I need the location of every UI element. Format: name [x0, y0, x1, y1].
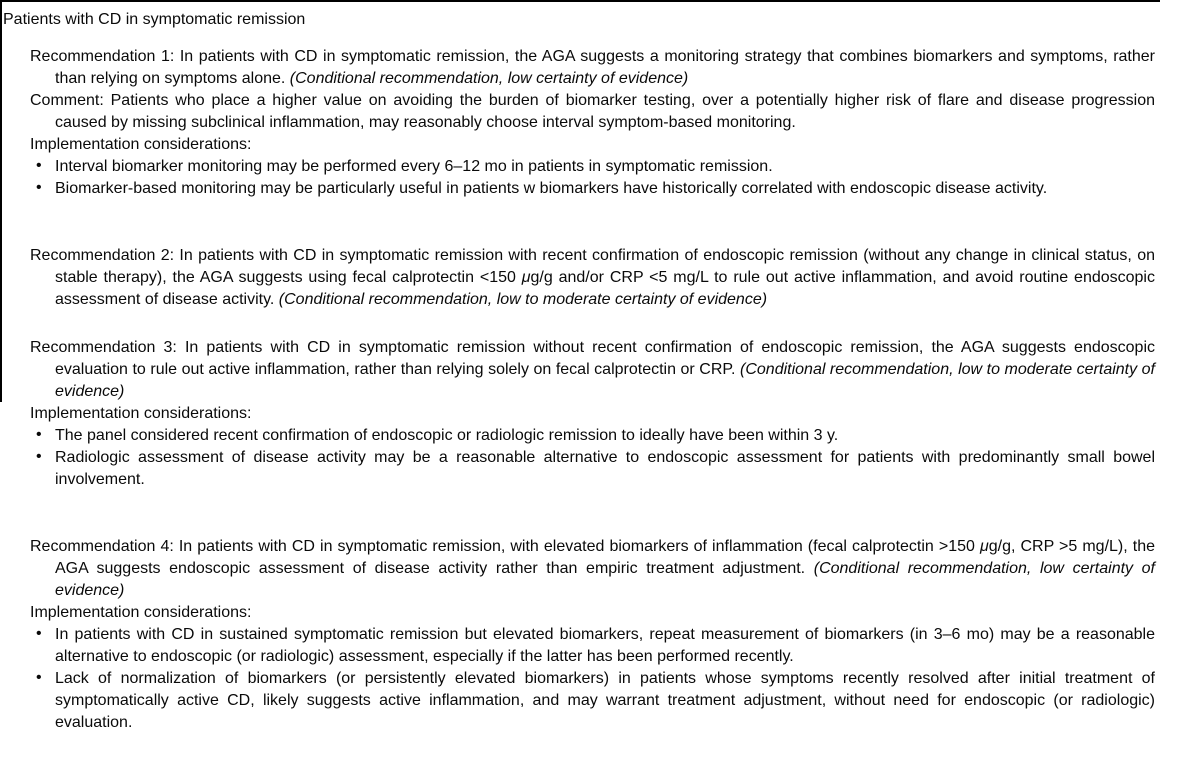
italic-text-segment: (Conditional recommendation, low to moderate certainty of evidence) — [278, 291, 768, 308]
text-segment: Recommendation 2: In patients with CD in symptomatic remission with recent confirmation of endoscopic remission (without any change in clinical status, on stable therapy), the AGA suggests using fecal calprotectin <150 — [30, 247, 1155, 286]
text-segment: Recommendation 4: In patients with CD in symptomatic remission, with elevated biomarkers of inflammation (fecal calprotectin >150 — [30, 538, 980, 555]
text-segment: Implementation considerations: — [30, 405, 252, 422]
bullet-icon: • — [36, 157, 42, 174]
implementation-considerations-label-1 — [30, 134, 1155, 156]
bullet-icon: • — [36, 179, 42, 196]
implementation-considerations-label-4 — [30, 602, 1155, 624]
text-segment: In patients with CD in sustained symptomatic remission but elevated biomarkers, repeat measurement of biomarkers (in 3–6 mo) may be a reasonable alternative to endoscopic (or radiologic) assessment, especially if the latter has been performed recently. — [55, 626, 1155, 665]
table-border-left — [0, 0, 2, 402]
bullet-icon: • — [36, 426, 42, 443]
bullet-icon: • — [36, 625, 42, 642]
bullet-item-1b — [36, 178, 1155, 200]
bullet-item-3a — [36, 425, 1155, 447]
text-segment: Radiologic assessment of disease activity may be a reasonable alternative to endoscopic assessment for patients with predominantly small bowel involvement. — [55, 449, 1155, 488]
text-segment: Implementation considerations: — [30, 604, 252, 621]
text-segment: The panel considered recent confirmation of endoscopic or radiologic remission to ideally have been within 3 y. — [55, 427, 839, 444]
bullet-item-4b — [36, 668, 1155, 734]
bullet-item-3b — [36, 447, 1155, 491]
text-segment: Implementation considerations: — [30, 136, 252, 153]
recommendation-3 — [30, 337, 1155, 403]
recommendation-4 — [30, 536, 1155, 602]
bullet-icon: • — [36, 448, 42, 465]
text-segment: Recommendation 3: In patients with CD in symptomatic remission without recent confirmation of endoscopic remission, the AGA suggests endoscopic evaluation to rule out active inflammation, rather than relying solely on fecal calprotectin or CRP. — [30, 339, 1155, 378]
table-border-top — [0, 0, 1160, 2]
recommendation-1 — [30, 46, 1155, 90]
text-segment: Recommendation 1: In patients with CD in symptomatic remission, the AGA suggests a monitoring strategy that combines biomarkers and symptoms, rather than relying on symptoms alone. — [30, 48, 1155, 87]
italic-text-segment: (Conditional recommendation, low certainty of evidence) — [289, 70, 689, 87]
bullet-item-4a — [36, 624, 1155, 668]
italic-text-segment: (Conditional recommendation, low certainty of evidence) — [55, 560, 1155, 599]
implementation-considerations-label-3 — [30, 403, 1155, 425]
text-segment: Biomarker-based monitoring may be particularly useful in patients w biomarkers have historically correlated with endoscopic disease activity. — [55, 180, 1048, 197]
comment-1 — [30, 90, 1155, 134]
text-segment: g/g and/or CRP <5 mg/L to rule out active inflammation, and avoid routine endoscopic assessment of disease activity. — [55, 269, 1155, 308]
italic-text-segment: (Conditional recommendation, low to moderate certainty of evidence) — [55, 361, 1155, 400]
content-blocks — [0, 46, 1155, 734]
italic-text-segment: μ — [979, 538, 989, 555]
bullet-icon: • — [36, 669, 42, 686]
section-heading: Patients with CD in symptomatic remission — [3, 11, 306, 28]
text-segment: g/g, CRP >5 mg/L), the AGA suggests endoscopic assessment of disease activity rather than empiric treatment adjustment. — [55, 538, 1155, 577]
recommendation-2 — [30, 245, 1155, 311]
text-segment: Lack of normalization of biomarkers (or persistently elevated biomarkers) in patients whose symptoms recently resolved after initial treatment of symptomatically active CD, likely suggests active inflammation, and may warrant treatment adjustment, without need for endoscopic (or radiologic) evaluation. — [55, 670, 1155, 731]
text-segment: Comment: Patients who place a higher value on avoiding the burden of biomarker testing, over a potentially higher risk of flare and disease progression caused by missing subclinical inflammation, may reasonably choose interval symptom-based monitoring. — [30, 92, 1155, 131]
text-segment: Interval biomarker monitoring may be performed every 6–12 mo in patients in symptomatic remission. — [55, 158, 773, 175]
italic-text-segment: μ — [521, 269, 531, 286]
bullet-item-1a — [36, 156, 1155, 178]
